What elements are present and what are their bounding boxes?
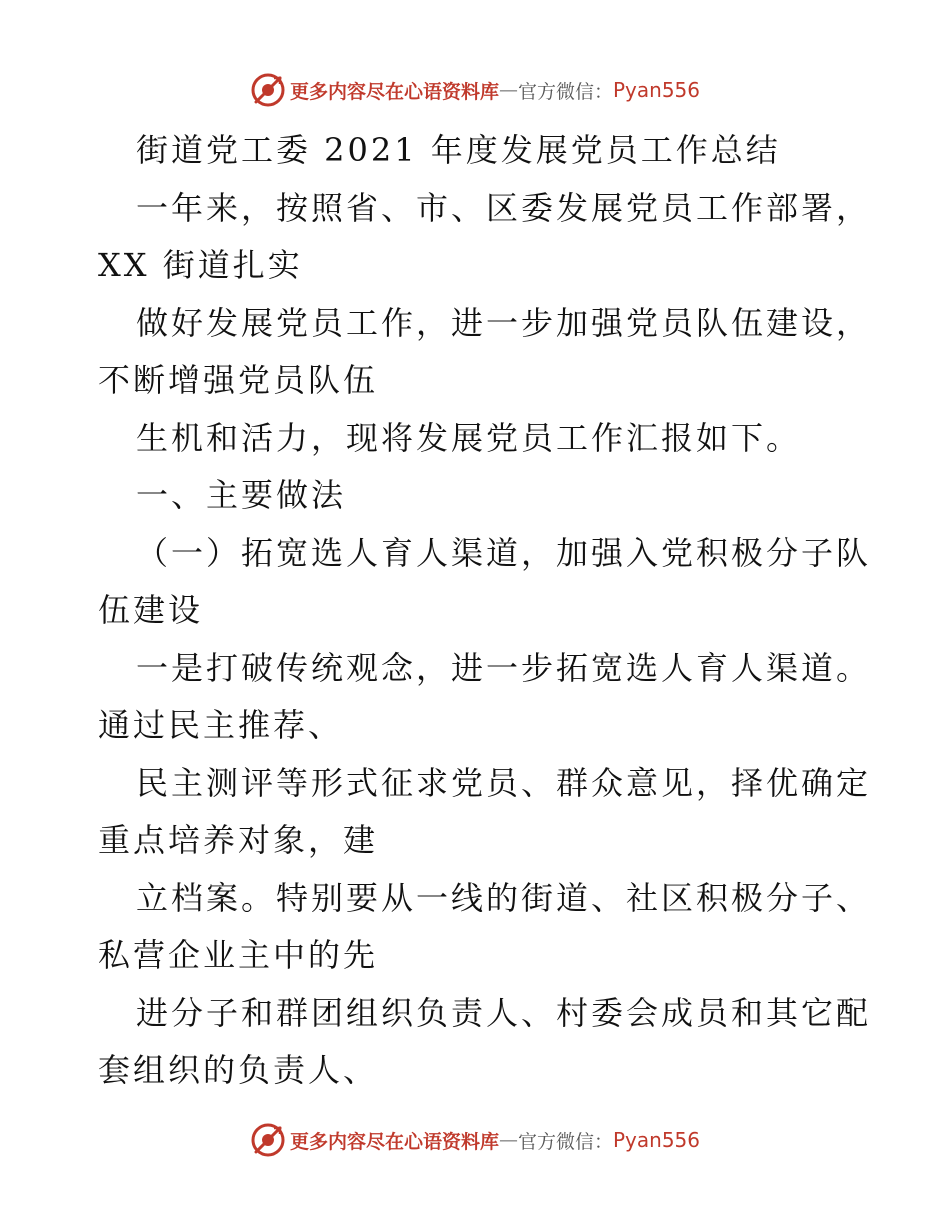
doc-line: 民主测评等形式征求党员、群众意见，择优确定 [136,763,872,802]
banner-dash: — [498,1129,518,1151]
doc-line: 生机和活力，现将发展党员工作汇报如下。 [136,418,802,457]
doc-line: 重点培养对象，建 [98,821,379,859]
doc-line: 立档案。特别要从一线的街道、社区积极分子、 [136,878,872,917]
banner-dash: — [498,79,518,101]
banner-wechat-id: Pyan556 [613,1128,701,1152]
doc-line: 伍建设 [98,591,204,629]
doc-line: 一年来，按照省、市、区委发展党员工作部署， [136,188,872,227]
doc-line: 不断增强党员队伍 [98,361,379,399]
doc-line: （一）拓宽选人育人渠道，加强入党积极分子队 [136,533,872,572]
pen-logo-icon [250,1122,286,1158]
banner-wechat-id: Pyan556 [613,78,701,102]
doc-line: XX 街道扎实 [98,246,303,284]
banner-wechat-label: 官方微信： [517,1130,613,1153]
document-body [98,122,872,1100]
banner-brand: 更多内容尽在心语资料库 [289,80,499,103]
banner-wechat-label: 官方微信： [517,80,613,103]
pen-logo-icon [250,72,286,108]
footer-banner [0,1120,950,1160]
doc-line: 做好发展党员工作，进一步加强党员队伍建设， [136,303,872,342]
doc-line: 街道党工委 2021 年度发展党员工作总结 [136,131,781,169]
doc-line: 一是打破传统观念，进一步拓宽选人育人渠道。 [136,648,872,687]
doc-line: 套组织的负责人、 [98,1051,379,1089]
doc-line: 进分子和群团组织负责人、村委会成员和其它配 [136,993,872,1032]
banner-brand: 更多内容尽在心语资料库 [289,1130,499,1153]
header-banner [0,70,950,110]
doc-line: 通过民主推荐、 [98,706,344,744]
doc-line: 一、主要做法 [136,476,347,514]
doc-line: 私营企业主中的先 [98,936,379,974]
